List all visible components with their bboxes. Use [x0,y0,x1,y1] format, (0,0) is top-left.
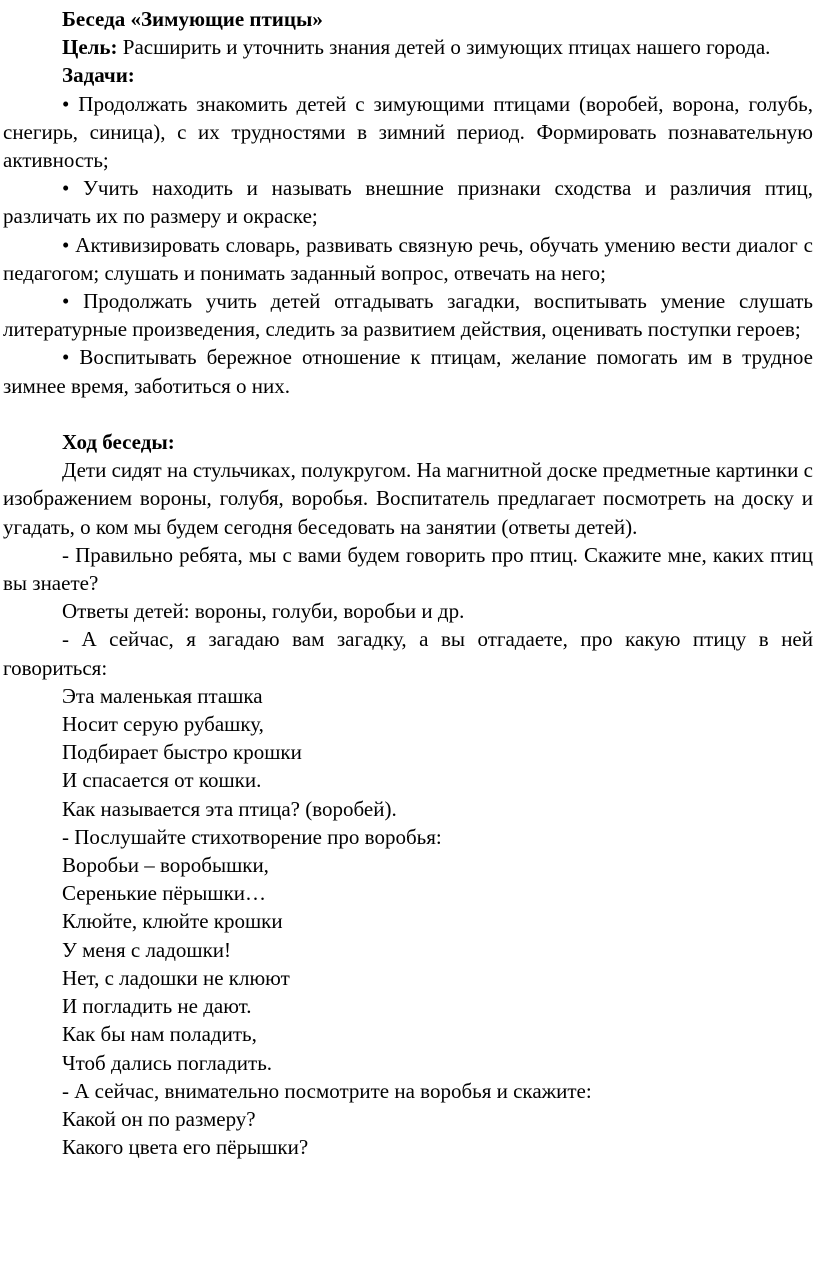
poem-line: Нет, с ладошки не клюют [62,965,290,990]
task-item: • Продолжать знакомить детей с зимующими птицами (воробей, ворона, голубь, снегирь, синица), с их трудностями в зимний период. Формировать познавательную активность; [3,91,813,173]
task-item: • Активизировать словарь, развивать связную речь, обучать умению вести диалог с педагогом; слушать и понимать заданный вопрос, отвечать на него; [3,232,813,285]
riddle-line: Эта маленькая пташка [62,683,263,708]
riddle-line: Подбирает быстро крошки [62,740,302,765]
closing-line: Какого цвета его пёрышки? [62,1135,309,1160]
poem-line: Клюйте, клюйте крошки [62,909,283,934]
closing-line: - А сейчас, внимательно посмотрите на воробья и скажите: [62,1078,592,1103]
poem-line: Серенькие пёрышки… [62,881,267,906]
goal-text: Расширить и уточнить знания детей о зимующих птицах нашего города. [117,35,771,60]
poem-line: Чтоб дались погладить. [62,1050,273,1075]
goal-paragraph [3,33,813,61]
course-paragraph: - Правильно ребята, мы с вами будем говорить про птиц. Скажите мне, каких птиц вы знаете? [3,542,813,596]
course-heading: Ход беседы: [62,430,175,455]
task-item: • Учить находить и называть внешние признаки сходства и различия птиц, различать их по размеру и окраске; [3,176,813,229]
poem-line: И погладить не дают. [62,994,252,1019]
task-item: • Продолжать учить детей отгадывать загадки, воспитывать умение слушать литературные произведения, следить за развитием действия, оценивать поступки героев; [3,289,813,342]
poem-intro: - Послушайте стихотворение про воробья: [62,824,442,849]
document-title: Беседа «Зимующие птицы» [62,7,323,31]
goal-label: Цель: [62,35,118,60]
riddle-line: И спасается от кошки. [62,768,262,793]
course-paragraph: Ответы детей: вороны, голуби, воробьи и др. [62,599,465,624]
poem-line: Воробьи – воробышки, [62,853,269,878]
closing-line: Какой он по размеру? [62,1106,256,1131]
blank-line [3,400,813,428]
riddle-line: Как называется эта птица? (воробей). [62,796,397,821]
poem-line: У меня с ладошки! [62,937,232,962]
riddle-line: Носит серую рубашку, [62,712,264,737]
task-item: • Воспитывать бережное отношение к птицам, желание помогать им в трудное зимнее время, заботиться о них. [3,345,813,398]
tasks-heading: Задачи: [62,63,135,88]
course-paragraph: - А сейчас, я загадаю вам загадку, а вы отгадаете, про какую птицу в ней говориться: [3,627,813,680]
course-paragraph: Дети сидят на стульчиках, полукругом. На магнитной доске предметные картинки с изображением вороны, голубя, воробья. Воспитатель предлагает посмотреть на доску и угадать, о ком мы будем сегодня беседовать на занятии (ответы детей). [3,458,813,539]
poem-line: Как бы нам поладить, [62,1022,257,1047]
